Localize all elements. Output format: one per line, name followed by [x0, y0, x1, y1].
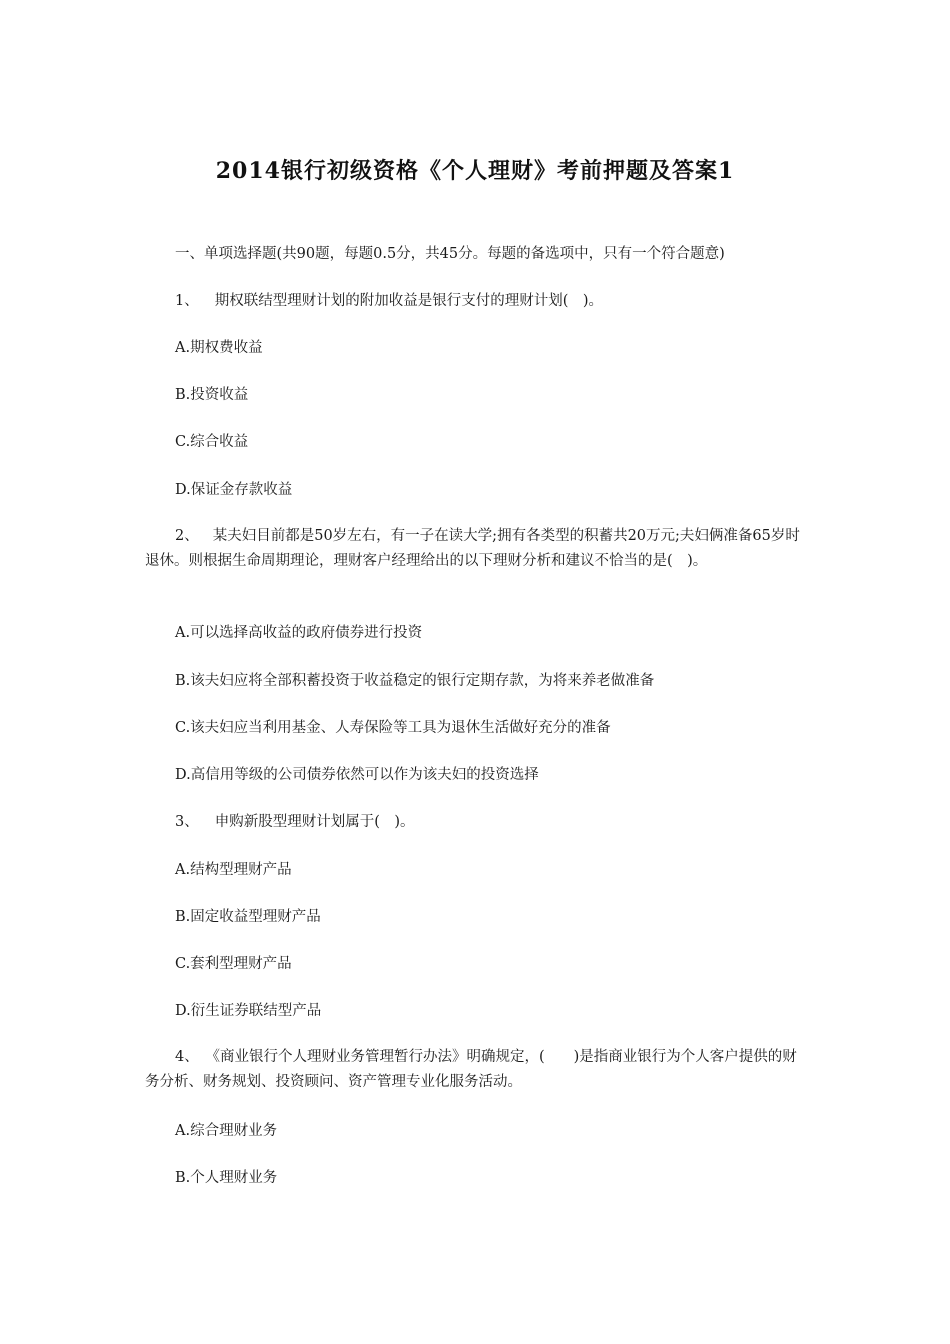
- option-3d: D.衍生证券联结型产品: [175, 1003, 322, 1019]
- option-1b: B.投资收益: [175, 387, 249, 403]
- option-1d: D.保证金存款收益: [175, 482, 293, 498]
- option-3a: A.结构型理财产品: [175, 862, 292, 878]
- question-text: 《商业银行个人理财业务管理暂行办法》明确规定，( )是指商业银行为个人客户提供的财务分析、财务规划、投资顾问、资产管理专业化服务活动。: [145, 1049, 797, 1090]
- question-number: 1、: [175, 293, 199, 309]
- option-4a: A.综合理财业务: [175, 1123, 278, 1139]
- option-2c: C.该夫妇应当利用基金、人寿保险等工具为退休生活做好充分的准备: [175, 720, 611, 736]
- option-1c: C.综合收益: [175, 434, 249, 450]
- question-text: 申购新股型理财计划属于( )。: [214, 814, 415, 830]
- question-1: [175, 291, 603, 311]
- document-title: 2014银行初级资格《个人理财》考前押题及答案1: [215, 158, 735, 184]
- question-number: 4、: [175, 1049, 199, 1065]
- option-3b: B.固定收益型理财产品: [175, 909, 321, 925]
- question-number: 2、: [175, 528, 199, 544]
- question-number: 3、: [175, 814, 199, 830]
- option-2b: B.该夫妇应将全部积蓄投资于收益稳定的银行定期存款，为将来养老做准备: [175, 673, 655, 689]
- question-3: [175, 812, 415, 832]
- option-2a: A.可以选择高收益的政府债券进行投资: [175, 625, 423, 641]
- option-1a: A.期权费收益: [175, 340, 263, 356]
- question-2: [145, 524, 805, 574]
- option-3c: C.套利型理财产品: [175, 956, 292, 972]
- option-2d: D.高信用等级的公司债券依然可以作为该夫妇的投资选择: [175, 767, 539, 783]
- question-text: 某夫妇目前都是50岁左右，有一子在读大学;拥有各类型的积蓄共20万元;夫妇俩准备65岁时退休。则根据生命周期理论，理财客户经理给出的以下理财分析和建议不恰当的是( )。: [145, 528, 800, 569]
- section-heading: 一、单项选择题(共90题，每题0.5分，共45分。每题的备选项中，只有一个符合题意): [175, 246, 725, 262]
- question-text: 期权联结型理财计划的附加收益是银行支付的理财计划( )。: [214, 293, 604, 309]
- question-4: [145, 1045, 805, 1095]
- option-4b: B.个人理财业务: [175, 1170, 278, 1186]
